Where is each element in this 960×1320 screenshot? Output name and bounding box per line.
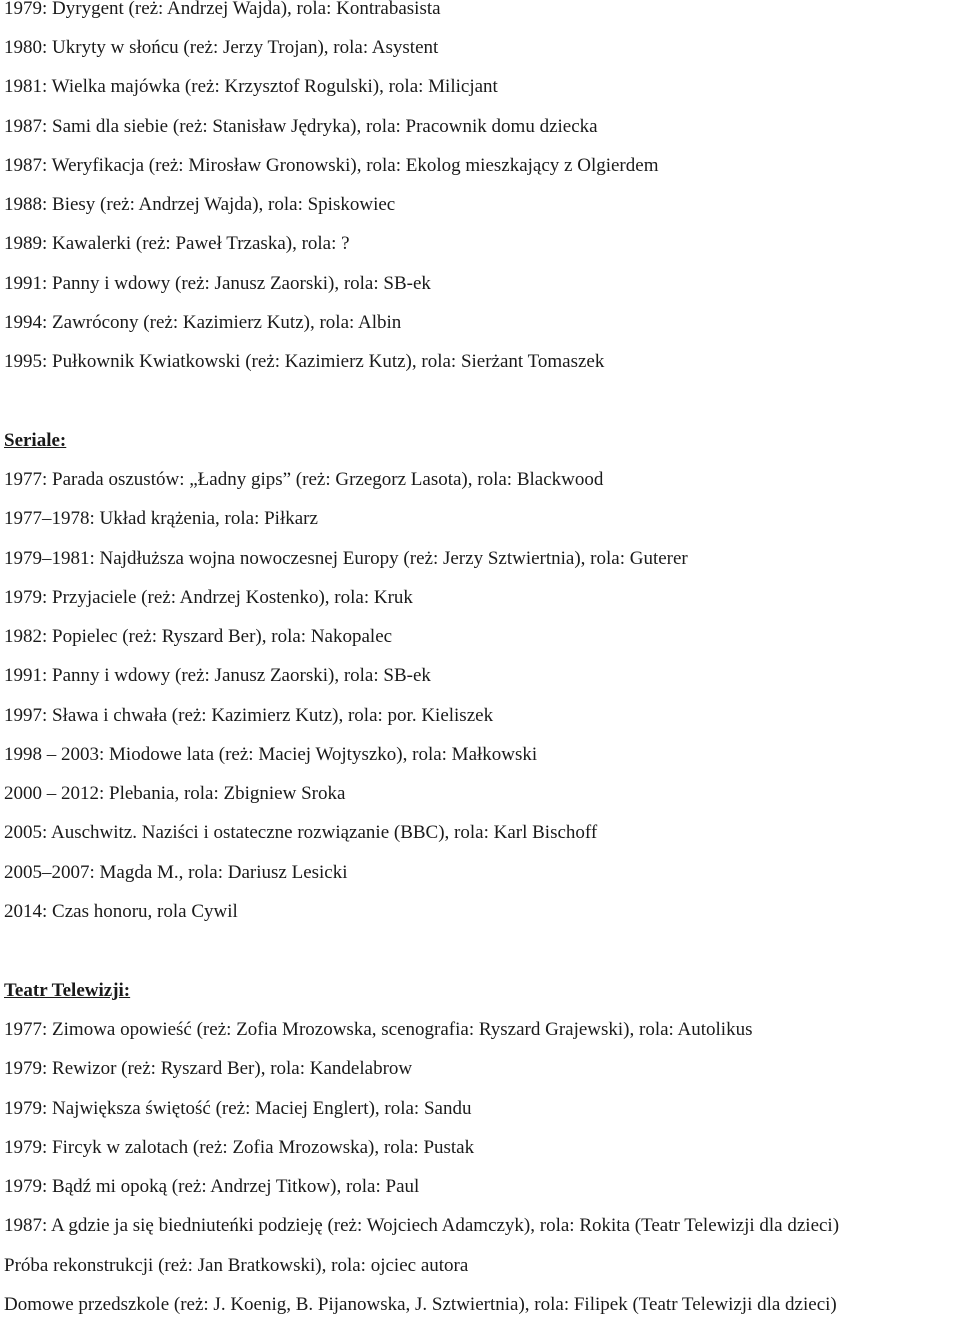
series-entry: 1979: Przyjaciele (reż: Andrzej Kostenko), rola: Kruk [4, 587, 413, 608]
series-entry: 1979–1981: Najdłuższa wojna nowoczesnej Europy (reż: Jerzy Sztwiertnia), rola: Guterer [4, 548, 688, 569]
film-entry: 1987: Weryfikacja (reż: Mirosław Gronowski), rola: Ekolog mieszkający z Olgierdem [4, 155, 659, 176]
series-entry: 2000 – 2012: Plebania, rola: Zbigniew Sroka [4, 783, 346, 804]
theatre-entry: 1979: Fircyk w zalotach (reż: Zofia Mrozowska), rola: Pustak [4, 1137, 475, 1158]
theatre-entry: 1979: Rewizor (reż: Ryszard Ber), rola: Kandelabrow [4, 1058, 413, 1079]
series-entry: 2005–2007: Magda M., rola: Dariusz Lesicki [4, 862, 348, 883]
series-entry: 1977–1978: Układ krążenia, rola: Piłkarz [4, 508, 318, 529]
theatre-entry: 1979: Bądź mi opoką (reż: Andrzej Titkow), rola: Paul [4, 1176, 420, 1197]
theatre-entry: 1977: Zimowa opowieść (reż: Zofia Mrozowska, scenografia: Ryszard Grajewski), rola: Autolikus [4, 1019, 753, 1040]
film-entry: 1980: Ukryty w słońcu (reż: Jerzy Trojan), rola: Asystent [4, 37, 439, 58]
film-entry: 1987: Sami dla siebie (reż: Stanisław Jędryka), rola: Pracownik domu dziecka [4, 116, 598, 137]
series-entry: 1977: Parada oszustów: „Ładny gips” (reż: Grzegorz Lasota), rola: Blackwood [4, 469, 604, 490]
film-entry: 1989: Kawalerki (reż: Paweł Trzaska), rola: ? [4, 233, 350, 254]
theatre-entry: 1987: A gdzie ja się biedniuteńki podzieję (reż: Wojciech Adamczyk), rola: Rokita (Teatr Telewizji dla dzieci) [4, 1215, 840, 1236]
film-entry: 1979: Dyrygent (reż: Andrzej Wajda), rola: Kontrabasista [4, 0, 441, 19]
theatre-entry: Próba rekonstrukcji (reż: Jan Bratkowski), rola: ojciec autora [4, 1255, 469, 1276]
series-entry: 2005: Auschwitz. Naziści i ostateczne rozwiązanie (BBC), rola: Karl Bischoff [4, 822, 598, 843]
film-entry: 1995: Pułkownik Kwiatkowski (reż: Kazimierz Kutz), rola: Sierżant Tomaszek [4, 351, 605, 372]
film-entry: 1981: Wielka majówka (reż: Krzysztof Rogulski), rola: Milicjant [4, 76, 498, 97]
theatre-entry: Domowe przedszkole (reż: J. Koenig, B. Pijanowska, J. Sztwiertnia), rola: Filipek (Teatr Telewizji dla dzieci) [4, 1294, 837, 1315]
film-entry: 1988: Biesy (reż: Andrzej Wajda), rola: Spiskowiec [4, 194, 396, 215]
series-heading: Seriale: [4, 430, 67, 451]
film-entry: 1991: Panny i wdowy (reż: Janusz Zaorski), rola: SB-ek [4, 273, 431, 294]
series-entry: 1982: Popielec (reż: Ryszard Ber), rola: Nakopalec [4, 626, 393, 647]
series-entry: 2014: Czas honoru, rola Cywil [4, 901, 238, 922]
theatre-entry: 1979: Największa świętość (reż: Maciej Englert), rola: Sandu [4, 1098, 472, 1119]
series-entry: 1991: Panny i wdowy (reż: Janusz Zaorski), rola: SB-ek [4, 665, 431, 686]
series-entry: 1998 – 2003: Miodowe lata (reż: Maciej Wojtyszko), rola: Małkowski [4, 744, 538, 765]
theatre-heading: Teatr Telewizji: [4, 980, 131, 1001]
film-entry: 1994: Zawrócony (reż: Kazimierz Kutz), rola: Albin [4, 312, 402, 333]
series-entry: 1997: Sława i chwała (reż: Kazimierz Kutz), rola: por. Kieliszek [4, 705, 494, 726]
